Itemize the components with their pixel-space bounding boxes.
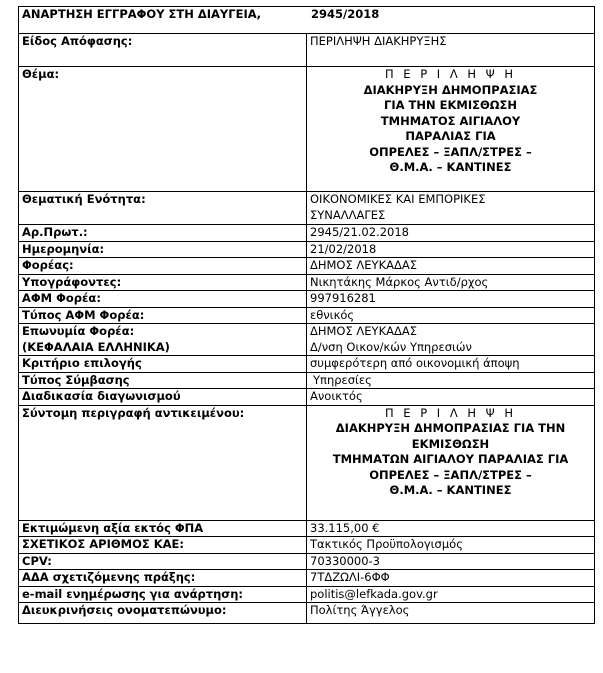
row-cpv: [19, 553, 595, 570]
document-number: 2945/2018: [311, 7, 380, 21]
label-typos-symvasis: Τύπος Σύμβασης: [19, 372, 307, 389]
value-kritirio: συμφερότερη από οικονομική άποψη: [307, 356, 595, 373]
value-eidos: ΠΕΡΙΛΗΨΗ ΔΙΑΚΗΡΥΞΗΣ: [307, 34, 595, 67]
row-email: [19, 586, 595, 603]
syntomi-line-4: ΤΜΗΜΑΤΩΝ ΑΙΓΙΑΛΟΥ ΠΑΡΑΛΙΑΣ ΓΙΑ: [332, 452, 569, 466]
label-eponymia: [19, 324, 307, 356]
eponymia-label-1: Επωνυμία Φορέα:: [22, 324, 135, 338]
label-cpv: CPV:: [19, 553, 307, 570]
row-typos-symvasis: [19, 372, 595, 389]
thematiki-line-2: ΣΥΝΑΛΛΑΓΕΣ: [310, 207, 386, 222]
label-eidos: Είδος Απόφασης:: [19, 34, 307, 67]
value-cpv: 70330000-3: [307, 553, 595, 570]
eponymia-value-1: ΔΗΜΟΣ ΛΕΥΚΑΔΑΣ: [310, 324, 417, 338]
label-arprot: Αρ.Πρωτ.:: [19, 225, 307, 242]
value-thematiki: [307, 192, 595, 225]
label-ada: ΑΔΑ σχετιζόμενης πράξης:: [19, 570, 307, 587]
thema-line-3: ΓΙΑ ΤΗΝ ΕΚΜΙΣΘΩΣΗ: [384, 98, 517, 112]
row-afm: [19, 291, 595, 308]
value-syntomi: [307, 405, 595, 520]
value-afm: 997916281: [307, 291, 595, 308]
eponymia-label-2: (ΚΕΦΑΛΑΙΑ ΕΛΛΗΝΙΚΑ): [22, 339, 170, 354]
value-ada: 7ΤΔΖΩΛΙ-6ΦΦ: [307, 570, 595, 587]
value-axia: 33.115,00 €: [307, 520, 595, 537]
thematiki-line-1: ΟΙΚΟΝΟΜΙΚΕΣ ΚΑΙ ΕΜΠΟΡΙΚΕΣ: [310, 192, 486, 206]
thema-line-5: ΠΑΡΑΛΙΑΣ ΓΙΑ: [405, 129, 496, 143]
header-row: [19, 7, 595, 34]
label-diefkriniseis: Διευκρινήσεις ονοματεπώνυμο:: [19, 603, 307, 624]
syntomi-line-1: Π Ε Ρ Ι Λ Η Ψ Η: [384, 405, 517, 420]
value-typos-symvasis: Υπηρεσίες: [307, 372, 595, 389]
row-kritirio: [19, 356, 595, 373]
thema-line-2: ΔΙΑΚΗΡΥΞΗ ΔΗΜΟΠΡΑΣΙΑΣ: [363, 82, 538, 97]
label-diadikasia: Διαδικασία διαγωνισμού: [19, 389, 307, 406]
thema-line-4: ΤΜΗΜΑΤΟΣ ΑΙΓΙΑΛΟΥ: [380, 113, 521, 128]
eponymia-value-2: Δ/νση Οικον/κών Υπηρεσιών: [310, 339, 472, 354]
value-email: politis@lefkada.gov.gr: [307, 586, 595, 603]
label-thema: Θέμα:: [19, 67, 307, 192]
row-thema: [19, 67, 595, 192]
row-typos-afm: [19, 307, 595, 324]
row-diefkriniseis: [19, 603, 595, 624]
label-foreas: Φορέας:: [19, 258, 307, 275]
label-imerominia: Ημερομηνία:: [19, 241, 307, 258]
value-thema: [307, 67, 595, 192]
label-kae: ΣΧΕΤΙΚΟΣ ΑΡΙΘΜΟΣ ΚΑΕ:: [19, 537, 307, 554]
value-diadikasia: Ανοικτός: [307, 389, 595, 406]
row-foreas: [19, 258, 595, 275]
label-axia: Εκτιμώμενη αξία εκτός ΦΠΑ: [19, 520, 307, 537]
syntomi-line-2: ΔΙΑΚΗΡΥΞΗ ΔΗΜΟΠΡΑΣΙΑΣ ΓΙΑ ΤΗΝ: [335, 421, 566, 435]
document-title: [19, 7, 595, 34]
value-imerominia: 21/02/2018: [307, 241, 595, 258]
label-thematiki: Θεματική Ενότητα:: [19, 192, 307, 225]
value-kae: Τακτικός Προϋπολογισμός: [307, 537, 595, 554]
label-ypografontes: Υπογράφοντες:: [19, 274, 307, 291]
row-eponymia: [19, 324, 595, 356]
value-ypografontes: Νικητάκης Μάρκος Αντιδ/ρχος: [307, 274, 595, 291]
row-eidos: [19, 34, 595, 67]
value-arprot: 2945/21.02.2018: [307, 225, 595, 242]
thema-line-1: Π Ε Ρ Ι Λ Η Ψ Η: [384, 67, 517, 81]
thema-line-7: Θ.Μ.Α. – ΚΑΝΤΙΝΕΣ: [389, 160, 512, 174]
title-text: ΑΝΑΡΤΗΣΗ ΕΓΓΡΑΦΟΥ ΣΤΗ ΔΙΑΥΓΕΙΑ,: [22, 7, 261, 21]
row-thematiki: [19, 192, 595, 225]
label-kritirio: Κριτήριο επιλογής: [19, 356, 307, 373]
label-email: e-mail ενημέρωσης για ανάρτηση:: [19, 586, 307, 603]
syntomi-line-3: ΕΚΜΙΣΘΩΣΗ: [411, 436, 490, 451]
row-arprot: [19, 225, 595, 242]
row-diadikasia: [19, 389, 595, 406]
row-ada: [19, 570, 595, 587]
document-table: [18, 6, 595, 624]
syntomi-line-5: ΟΠΡΕΛΕΣ – ΞΑΠΛ/ΣΤΡΕΣ –: [369, 467, 532, 482]
thema-line-6: ΟΠΡΕΛΕΣ – ΞΑΠΛ/ΣΤΡΕΣ –: [369, 144, 532, 159]
value-eponymia: [307, 324, 595, 356]
label-afm: ΑΦΜ Φορέα:: [19, 291, 307, 308]
syntomi-line-6: Θ.Μ.Α. – ΚΑΝΤΙΝΕΣ: [389, 483, 512, 497]
row-syntomi: [19, 405, 595, 520]
row-axia: [19, 520, 595, 537]
value-foreas: ΔΗΜΟΣ ΛΕΥΚΑΔΑΣ: [307, 258, 595, 275]
value-diefkriniseis: Πολίτης Άγγελος: [307, 603, 595, 624]
value-typos-afm: εθνικός: [307, 307, 595, 324]
row-ypografontes: [19, 274, 595, 291]
label-typos-afm: Τύπος ΑΦΜ Φορέα:: [19, 307, 307, 324]
label-syntomi: Σύντομη περιγραφή αντικειμένου:: [19, 405, 307, 520]
row-kae: [19, 537, 595, 554]
row-imerominia: [19, 241, 595, 258]
